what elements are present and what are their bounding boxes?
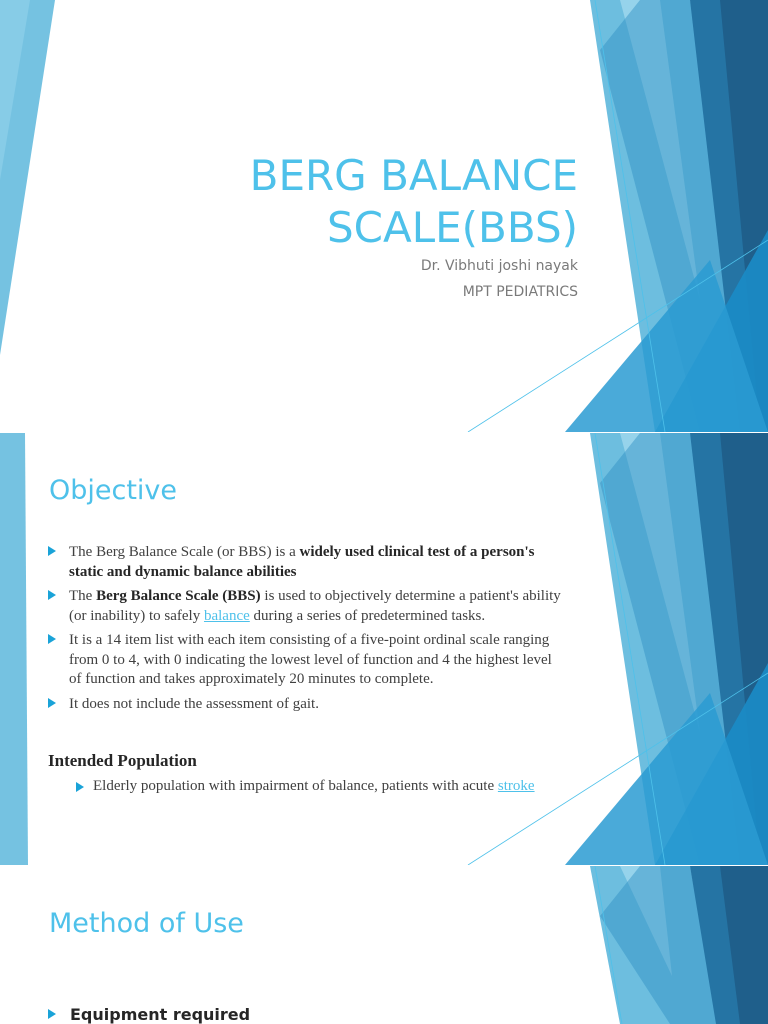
bullet-arrow-icon [48,546,56,556]
method-slide [0,866,768,1024]
equipment-item: Equipment required [48,1005,250,1024]
list-item: The Berg Balance Scale (or BBS) is a widely used clinical test of a person's static and dynamic balance abilities [48,543,568,582]
title-line-1: BERG BALANCE [249,151,578,200]
title-line-2: SCALE(BBS) [327,203,578,252]
list-item: The Berg Balance Scale (BBS) is used to objectively determine a patient's ability (or inability) to safely balance during a series of predetermined tasks. [48,587,568,626]
title-slide [0,0,768,432]
balance-link[interactable]: balance [203,607,250,624]
bullet-arrow-icon [48,1009,56,1019]
objective-heading: Objective [49,475,178,506]
population-heading: Intended Population [48,751,197,770]
author-name: Dr. Vibhuti joshi nayak [420,258,578,274]
bullet-arrow-icon [76,782,84,792]
list-item: It is a 14 item list with each item consisting of a five-point ordinal scale ranging from 0 to 4, with 0 indicating the lowest level of function and 4 the highest level of function and takes approximately 20 minutes to complete. [48,631,568,690]
list-item: It does not include the assessment of gait. [48,695,568,715]
bullet-arrow-icon [48,698,56,708]
bullet-arrow-icon [48,590,56,600]
objective-list [48,543,568,719]
bullet-arrow-icon [48,634,56,644]
population-item: Elderly population with impairment of balance, patients with acute stroke [76,778,535,795]
presentation-title [250,150,578,254]
objective-slide [0,433,768,865]
method-heading: Method of Use [49,908,244,939]
stroke-link[interactable]: stroke [497,778,535,794]
department: MPT PEDIATRICS [462,284,578,300]
slide-decoration [0,866,768,1024]
